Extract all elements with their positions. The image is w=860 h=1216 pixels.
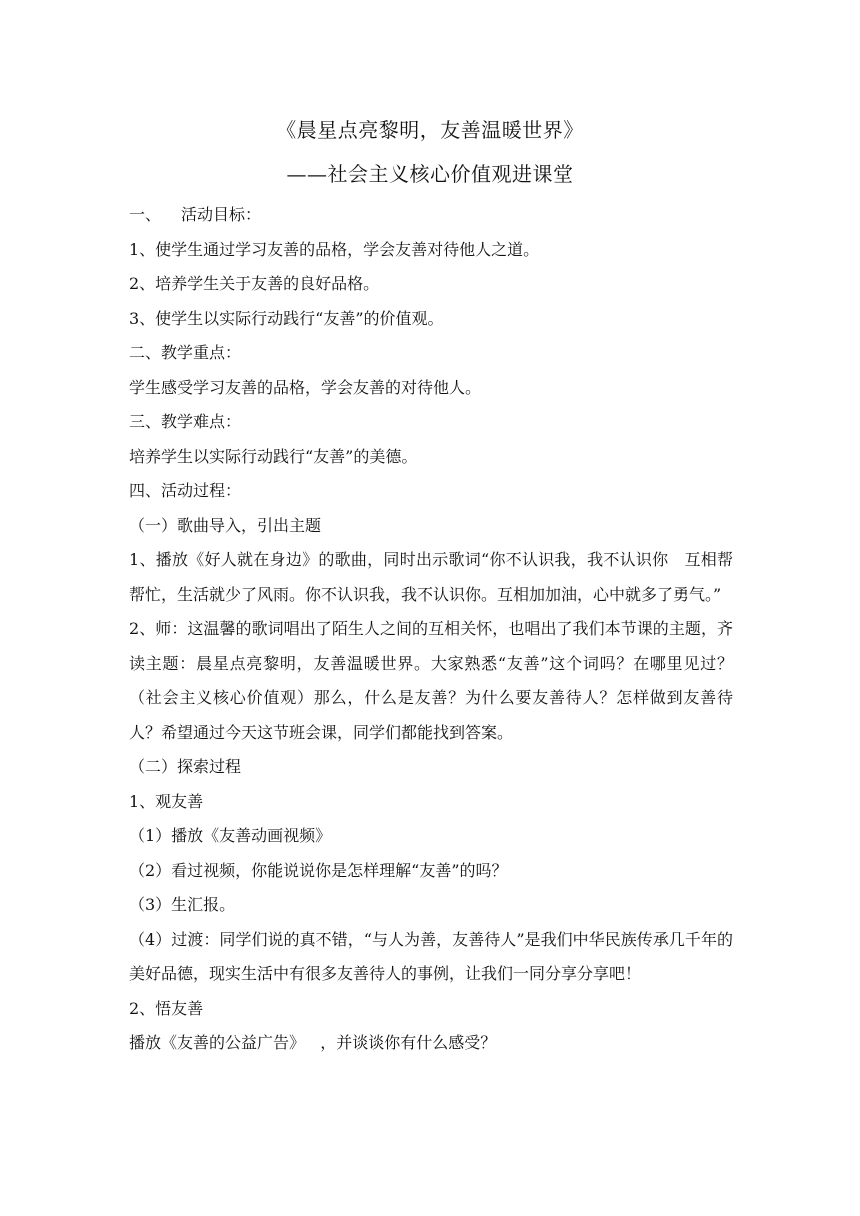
section-number: 一、 [129, 205, 162, 224]
document-subtitle: ——社会主义核心价值观进课堂 [286, 162, 574, 186]
paragraph: 1、使学生通过学习友善的品格，学会友善对待他人之道。 [129, 239, 540, 259]
document-body [129, 198, 733, 1061]
section-label: 活动目标： [181, 205, 262, 224]
paragraph: 1、播放《好人就在身边》的歌曲，同时出示歌词“你不认识我，我不认识你 互相帮帮忙，生活就少了风雨。你不认识我，我不认识你。互相加加油，心中就多了勇气。” [129, 550, 733, 604]
section-heading: 四、活动过程： [129, 481, 242, 500]
subsection-heading: （一）歌曲导入，引出主题 [129, 515, 322, 535]
section-heading: 三、教学难点： [129, 412, 242, 431]
paragraph: 2、悟友善 [129, 998, 204, 1018]
paragraph: （1）播放《友善动画视频》 [129, 826, 332, 845]
paragraph: （3）生汇报。 [129, 895, 236, 914]
section-heading: 二、教学重点： [129, 343, 242, 362]
paragraph: 2、培养学生关于友善的良好品格。 [129, 274, 380, 293]
paragraph: 1、观友善 [129, 791, 204, 811]
section-heading-goals [129, 198, 733, 233]
subsection-heading: （二）探索过程 [129, 757, 242, 776]
paragraph: 学生感受学习友善的品格，学会友善的对待他人。 [129, 377, 482, 397]
paragraph: 2、师：这温馨的歌词唱出了陌生人之间的互相关怀，也唱出了我们本节课的主题，齐读主题：晨星点亮黎明，友善温暖世界。大家熟悉“友善”这个词吗？在哪里见过？（社会主义核心价值观）那么，什么是友善？为什么要友善待人？怎样做到友善待人？希望通过今天这节班会课，同学们都能找到答案。 [129, 619, 733, 742]
paragraph: 培养学生以实际行动践行“友善”的美德。 [129, 446, 418, 466]
paragraph: 播放《友善的公益广告》 ，并谈谈你有什么感受？ [129, 1033, 497, 1052]
paragraph: （2）看过视频，你能说说你是怎样理解“友善”的吗？ [129, 860, 508, 880]
paragraph: （4）过渡：同学们说的真不错，“与人为善，友善待人”是我们中华民族传承几千年的美好品德，现实生活中有很多友善待人的事例，让我们一同分享分享吧！ [129, 929, 733, 983]
paragraph: 3、使学生以实际行动践行“友善”的价值观。 [129, 308, 444, 328]
document-title: 《晨星点亮黎明，友善温暖世界》 [276, 118, 584, 142]
